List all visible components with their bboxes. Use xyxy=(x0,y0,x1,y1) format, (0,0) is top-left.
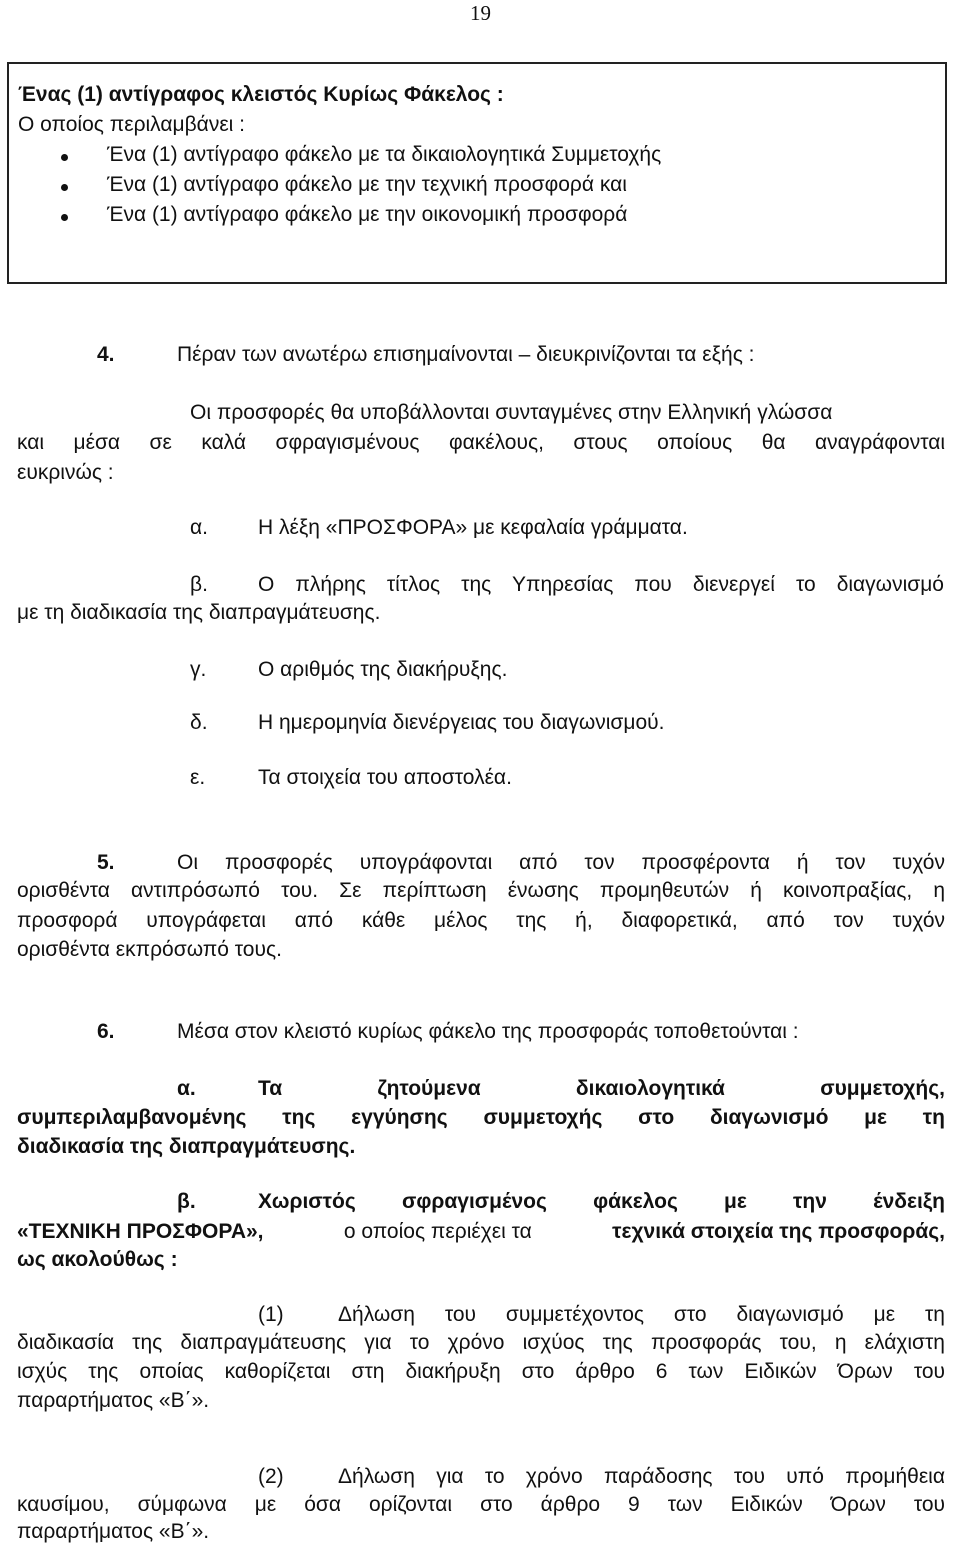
section-6-a-line-3: διαδικασία της διαπραγμάτευσης. xyxy=(17,1135,356,1158)
section-5-number: 5. xyxy=(97,851,115,874)
item-label-b: β. xyxy=(190,573,208,596)
sub-2-label: (2) xyxy=(258,1465,284,1488)
sub-1-line-3: ισχύς της οποίας καθορίζεται στη διακήρυξη στο άρθρο 6 των Ειδικών Όρων του xyxy=(17,1360,945,1383)
box-bullet-3: Ένα (1) αντίγραφο φάκελο με την οικονομική προσφορά xyxy=(107,203,628,226)
item-label-a: α. xyxy=(190,516,208,539)
section-5-line-1: Οι προσφορές υπογράφονται από τον προσφέροντα ή τον τυχόν xyxy=(177,851,945,874)
section-5-line-3: προσφορά υπογράφεται από κάθε μέλος της ή, διαφορετικά, από τον τυχόν xyxy=(17,909,945,932)
sub-1-line-2: διαδικασία της διαπραγμάτευσης για το χρόνο ισχύος της προσφοράς του, η ελάχιστη xyxy=(17,1331,945,1354)
section-5-line-4: ορισθέντα εκπρόσωπό τους. xyxy=(17,938,282,961)
item-text-b: Ο πλήρης τίτλος της Υπηρεσίας που διενεργεί το διαγωνισμό xyxy=(258,573,944,596)
section-6-b-line-2 xyxy=(17,1217,945,1247)
sub-1-label: (1) xyxy=(258,1303,284,1326)
section-4-number: 4. xyxy=(97,343,115,366)
section-6-b-line-1: Χωριστός σφραγισμένος φάκελος με την ένδειξη xyxy=(258,1190,945,1213)
bullet-icon xyxy=(61,184,68,191)
section-6-b-line-3: ως ακολούθως : xyxy=(17,1248,178,1271)
page-number: 19 xyxy=(470,1,491,25)
section-6-a-label: α. xyxy=(177,1077,196,1100)
section-4-paragraph-line-3: ευκρινώς : xyxy=(17,461,114,484)
sub-2-line-3: παραρτήματος «Β΄». xyxy=(17,1520,210,1543)
box-bullet-1: Ένα (1) αντίγραφο φάκελο με τα δικαιολογητικά Συμμετοχής xyxy=(107,143,662,166)
section-4-paragraph-line-1: Οι προσφορές θα υποβάλλονται συνταγμένες στην Ελληνική γλώσσα xyxy=(190,401,833,424)
bullet-icon xyxy=(61,214,68,221)
sub-1-line-4: παραρτήματος «Β΄». xyxy=(17,1389,210,1412)
item-label-e: ε. xyxy=(190,766,206,789)
box-title: Ένας (1) αντίγραφος κλειστός Κυρίως Φάκελος : xyxy=(18,83,504,106)
item-text-c: Ο αριθμός της διακήρυξης. xyxy=(258,658,508,681)
section-6-heading: Μέσα στον κλειστό κυρίως φάκελο της προσφοράς τοποθετούνται : xyxy=(177,1020,799,1043)
section-5-line-2: ορισθέντα αντιπρόσωπό του. Σε περίπτωση ένωσης προμηθευτών ή κοινοπραξίας, η xyxy=(17,879,945,902)
section-4-paragraph-line-2: και μέσα σε καλά σφραγισμένους φακέλους, στους οποίους θα αναγράφονται xyxy=(17,431,945,454)
section-6-b-tech-elements: τεχνικά στοιχεία της προσφοράς, xyxy=(612,1220,945,1243)
item-text-e: Τα στοιχεία του αποστολέα. xyxy=(258,766,512,789)
section-6-a-line-1: Τα ζητούμενα δικαιολογητικά συμμετοχής, xyxy=(258,1077,945,1100)
section-6-b-tech-offer-label: «ΤΕΧΝΙΚΗ ΠΡΟΣΦΟΡΑ», xyxy=(17,1220,264,1243)
item-label-d: δ. xyxy=(190,711,208,734)
sub-1-line-1: Δήλωση του συμμετέχοντος στο διαγωνισμό με τη xyxy=(338,1303,945,1326)
section-6-b-label: β. xyxy=(177,1190,196,1213)
item-text-b-continued: με τη διαδικασία της διαπραγμάτευσης. xyxy=(17,601,381,624)
section-4-heading: Πέραν των ανωτέρω επισημαίνονται – διευκρινίζονται τα εξής : xyxy=(177,343,755,366)
section-6-number: 6. xyxy=(97,1020,115,1043)
section-6-b-contains-text: ο οποίος περιέχει τα xyxy=(343,1220,532,1243)
box-bullet-2: Ένα (1) αντίγραφο φάκελο με την τεχνική προσφορά και xyxy=(107,173,627,196)
sub-2-line-1: Δήλωση για το χρόνο παράδοσης του υπό προμήθεια xyxy=(338,1465,945,1488)
sub-2-line-2: καυσίμου, σύμφωνα με όσα ορίζονται στο άρθρο 9 των Ειδικών Όρων του xyxy=(17,1493,945,1516)
bullet-icon xyxy=(61,154,68,161)
item-label-c: γ. xyxy=(190,658,207,681)
item-text-d: Η ημερομηνία διενέργειας του διαγωνισμού. xyxy=(258,711,665,734)
box-intro: Ο οποίος περιλαμβάνει : xyxy=(18,113,246,136)
item-text-a: Η λέξη «ΠΡΟΣΦΟΡΑ» με κεφαλαία γράμματα. xyxy=(258,516,688,539)
section-6-a-line-2: συμπεριλαμβανομένης της εγγύησης συμμετοχής στο διαγωνισμό με τη xyxy=(17,1106,945,1129)
